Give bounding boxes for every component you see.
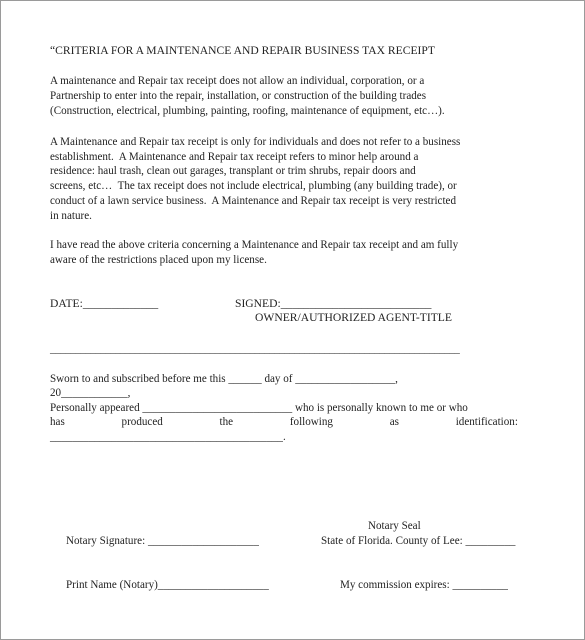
state-county-field[interactable]: State of Florida. County of Lee: _________ <box>321 535 516 547</box>
paragraph-2-line-3: residence: haul trash, clean out garages, transplant or trim shrubs, repair doors and <box>50 165 416 177</box>
paragraph-2-line-6: in nature. <box>50 210 92 222</box>
sworn-line[interactable]: Sworn to and subscribed before me this ______ day of __________________, <box>50 373 398 385</box>
paragraph-3-line-1: I have read the above criteria concerning a Maintenance and Repair tax receipt and am fully <box>50 239 459 251</box>
notary-seal-label: Notary Seal <box>368 520 421 532</box>
print-name-field[interactable]: Print Name (Notary)____________________ <box>66 579 269 591</box>
paragraph-1-line-1: A maintenance and Repair tax receipt does not allow an individual, corporation, or a <box>50 75 425 87</box>
year-line[interactable]: 20____________, <box>50 387 131 399</box>
paragraph-1-line-2: Partnership to enter into the repair, installation, or construction of the building trades <box>50 90 427 102</box>
produced-word: has <box>50 416 65 428</box>
commission-expires-field[interactable]: My commission expires: __________ <box>340 579 508 591</box>
paragraph-2-line-2: establishment. A Maintenance and Repair tax receipt refers to minor help around a <box>50 151 419 163</box>
paragraph-3-line-2: aware of the restrictions placed upon my license. <box>50 254 267 266</box>
separator-line: __________________________________________________________________________________ <box>50 344 460 355</box>
produced-word: produced <box>121 416 163 428</box>
paragraph-2-line-1: A Maintenance and Repair tax receipt is only for individuals and does not refer to a business <box>50 136 461 148</box>
identification-line[interactable]: __________________________________________. <box>50 431 286 443</box>
date-field[interactable]: DATE:_____________ <box>50 297 159 310</box>
produced-word: as <box>389 416 399 428</box>
personally-appeared-line[interactable]: Personally appeared ___________________________ who is personally known to me or who <box>50 402 468 414</box>
notary-signature-field[interactable]: Notary Signature: ____________________ <box>66 535 259 547</box>
paragraph-2-line-4: screens, etc… The tax receipt does not include electrical, plumbing (any building trade), or <box>50 180 457 192</box>
document-title: “CRITERIA FOR A MAINTENANCE AND REPAIR BUSINESS TAX RECEIPT <box>50 44 435 57</box>
paragraph-1-line-3: (Construction, electrical, plumbing, painting, roofing, maintenance of equipment, etc…). <box>50 105 445 117</box>
produced-line <box>50 415 518 429</box>
produced-word: the <box>219 416 234 428</box>
produced-word: identification: <box>455 416 518 428</box>
produced-word: following <box>289 416 333 428</box>
signed-field[interactable]: SIGNED:__________________________ <box>235 297 432 310</box>
owner-title-label: OWNER/AUTHORIZED AGENT-TITLE <box>255 311 452 324</box>
paragraph-2-line-5: conduct of a lawn service business. A Maintenance and Repair tax receipt is very restricted <box>50 195 457 207</box>
